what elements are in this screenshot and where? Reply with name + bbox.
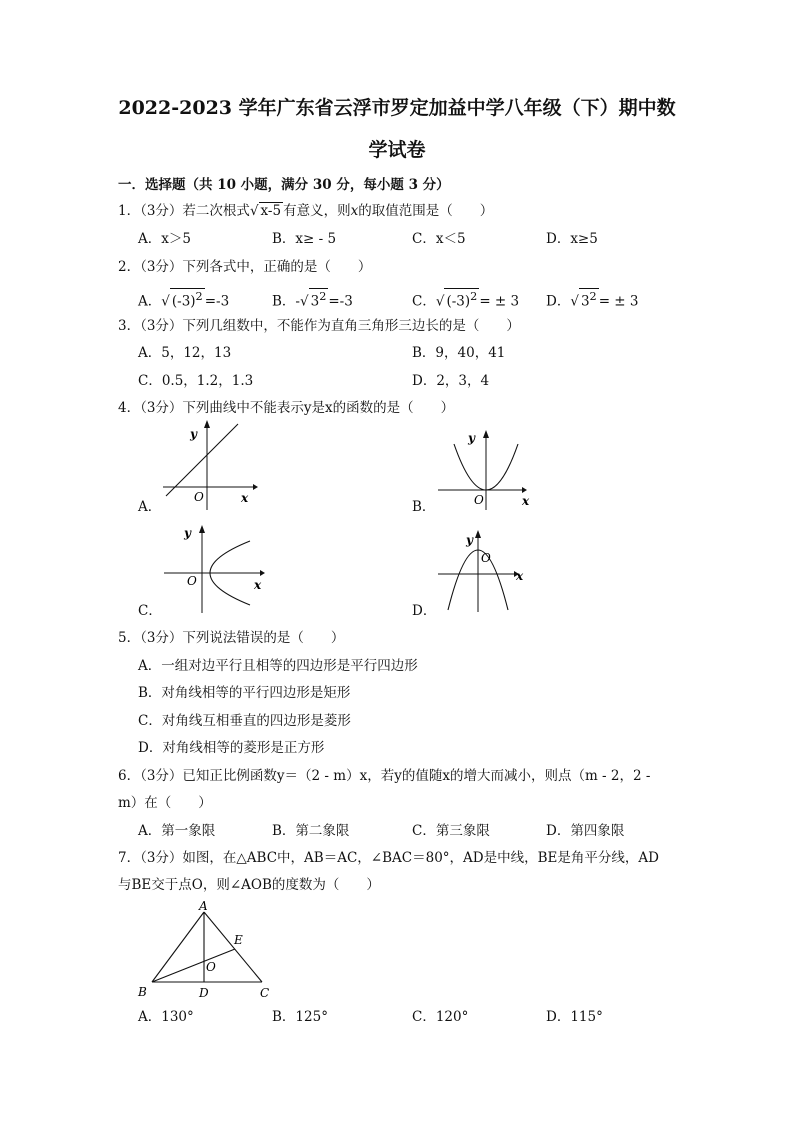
q2-d-base: 3: [580, 293, 590, 310]
q6-option-c: C．第三象限: [412, 823, 490, 839]
q2-option-a: [138, 288, 229, 311]
x-label: x: [516, 569, 524, 583]
q2-option-c: [412, 288, 519, 311]
q4-graph-d: [434, 528, 534, 614]
q2-a-label: A．: [138, 293, 162, 310]
y-arrow-icon: [483, 430, 489, 438]
q1-option-c: C．x＜5: [412, 231, 466, 247]
q2-option-b: [272, 288, 353, 311]
x-label: x: [241, 491, 249, 505]
q5-option-c: C．对角线互相垂直的四边形是菱形: [138, 713, 351, 729]
q6-stem-line2: m）在（ ）: [118, 795, 212, 811]
q7-stem-line2: 与BE交于点O，则∠AOB的度数为（ ）: [118, 877, 380, 893]
origin-label: O: [187, 574, 197, 588]
sqrt-sign-icon: √: [435, 293, 445, 310]
q2-a-rest: =-3: [204, 293, 230, 310]
q2-stem: 2．（3分）下列各式中，正确的是（ ）: [118, 259, 372, 275]
q6-stem-line1: 6．（3分）已知正比例函数y＝（2 - m）x，若y的值随x的增大而减小，则点（m - 2，2 -: [118, 768, 651, 784]
point-c-label: C: [260, 986, 270, 1000]
q1-option-d: D．x≥5: [546, 231, 598, 247]
q2-b-label: B．: [272, 293, 296, 310]
q7-option-c: C．120°: [412, 1009, 469, 1025]
y-arrow-icon: [475, 530, 481, 538]
x-arrow-icon: [253, 484, 258, 490]
sqrt-sign-icon: √: [161, 293, 170, 310]
exam-title-line1: 2022-2023 学年广东省云浮市罗定加益中学八年级（下）期中数: [118, 97, 676, 119]
origin-label: O: [194, 490, 204, 504]
q2-c-radicand: [444, 288, 479, 310]
section-heading: 一．选择题（共 10 小题，满分 30 分，每小题 3 分）: [118, 177, 450, 193]
q3-stem: 3．（3分）下列几组数中，不能作为直角三角形三边长的是（ ）: [118, 318, 520, 334]
q2-c-label: C．: [412, 293, 436, 310]
x-arrow-icon: [260, 570, 265, 576]
q6-option-b: B．第二象限: [272, 823, 350, 839]
q2-c-exp: 2: [470, 290, 478, 303]
point-b-label: B: [138, 985, 147, 999]
q3-option-b: B．9，40，41: [412, 345, 506, 361]
q2-a-exp: 2: [195, 290, 203, 303]
q1-option-b: B．x≥ - 5: [272, 231, 337, 247]
q2-option-d: [546, 288, 639, 311]
q7-stem-line1: 7．（3分）如图，在△ABC中，AB＝AC，∠BAC＝80°，AD是中线，BE是角平分线，AD: [118, 850, 659, 866]
q2-d-exp: 2: [589, 290, 597, 303]
q7-option-d: D．115°: [546, 1009, 603, 1025]
y-label: y: [466, 533, 473, 547]
q2-a-radicand: [170, 288, 205, 310]
q5-option-a: A．一组对边平行且相等的四边形是平行四边形: [138, 658, 418, 674]
q4-option-d: D．: [412, 603, 437, 619]
q5-option-b: B．对角线相等的平行四边形是矩形: [138, 685, 351, 701]
q4-graph-c: [160, 523, 270, 615]
q3-option-d: D．2，3，4: [412, 373, 490, 389]
x-label: x: [522, 494, 530, 508]
y-label: y: [184, 526, 191, 540]
y-label: y: [468, 431, 475, 445]
q4-option-c: C．: [138, 603, 162, 619]
q2-b-minus: -: [295, 293, 300, 310]
q4-stem: 4．（3分）下列曲线中不能表示y是x的函数的是（ ）: [118, 400, 455, 416]
q2-a-base: (-3): [171, 293, 196, 310]
q2-b-base: 3: [310, 293, 320, 310]
q2-c-rest: = ± 3: [479, 293, 520, 310]
q4-graph-b: [434, 430, 534, 512]
x-arrow-icon: [522, 487, 527, 493]
point-e-label: E: [234, 933, 243, 947]
y-arrow-icon: [199, 525, 205, 533]
q4-graph-a: [158, 420, 258, 512]
q1-var: x: [350, 203, 359, 219]
q2-d-rest: = ± 3: [598, 293, 639, 310]
q7-triangle-figure: [132, 896, 282, 1002]
q2-c-base: (-3): [446, 293, 471, 310]
q2-d-label: D．: [546, 293, 571, 310]
q6-option-d: D．第四象限: [546, 823, 625, 839]
sqrt-sign-icon: √: [299, 293, 309, 310]
x-label: x: [254, 578, 262, 592]
q1-radicand: x-5: [260, 203, 282, 219]
q6-option-a: A．第一象限: [138, 823, 216, 839]
sqrt-sign-icon: √: [570, 293, 579, 310]
q3-option-a: A．5，12，13: [138, 345, 232, 361]
q2-b-exp: 2: [319, 290, 327, 303]
q2-d-radicand: [579, 288, 599, 310]
q1-stem-end: 的取值范围是（ ）: [358, 203, 494, 219]
q7-option-a: A．130°: [138, 1009, 194, 1025]
q2-b-rest: =-3: [328, 293, 353, 310]
q7-option-b: B．125°: [272, 1009, 328, 1025]
q4-option-a: A．: [138, 499, 162, 515]
q3-option-c: C．0.5，1.2，1.3: [138, 373, 254, 389]
origin-label: O: [474, 493, 484, 507]
q1-option-a: A．x＞5: [138, 231, 191, 247]
q1-stem: [118, 202, 493, 220]
y-arrow-icon: [204, 420, 210, 428]
q1-stem-pre: 1．（3分）若二次根式: [118, 203, 250, 219]
q5-option-d: D．对角线相等的菱形是正方形: [138, 740, 325, 756]
point-d-label: D: [199, 986, 209, 1000]
origin-label: O: [481, 551, 491, 565]
q4-option-b: B．: [412, 499, 436, 515]
sqrt-sign-icon: √: [249, 203, 259, 219]
exam-title-line2: 学试卷: [368, 139, 426, 161]
q5-stem: 5．（3分）下列说法错误的是（ ）: [118, 630, 345, 646]
point-o-label: O: [206, 960, 216, 974]
point-a-label: A: [199, 899, 208, 913]
q1-stem-post: 有意义，则: [283, 203, 351, 219]
q2-b-radicand: [309, 288, 329, 310]
y-label: y: [190, 427, 197, 441]
line-curve: [166, 424, 238, 496]
